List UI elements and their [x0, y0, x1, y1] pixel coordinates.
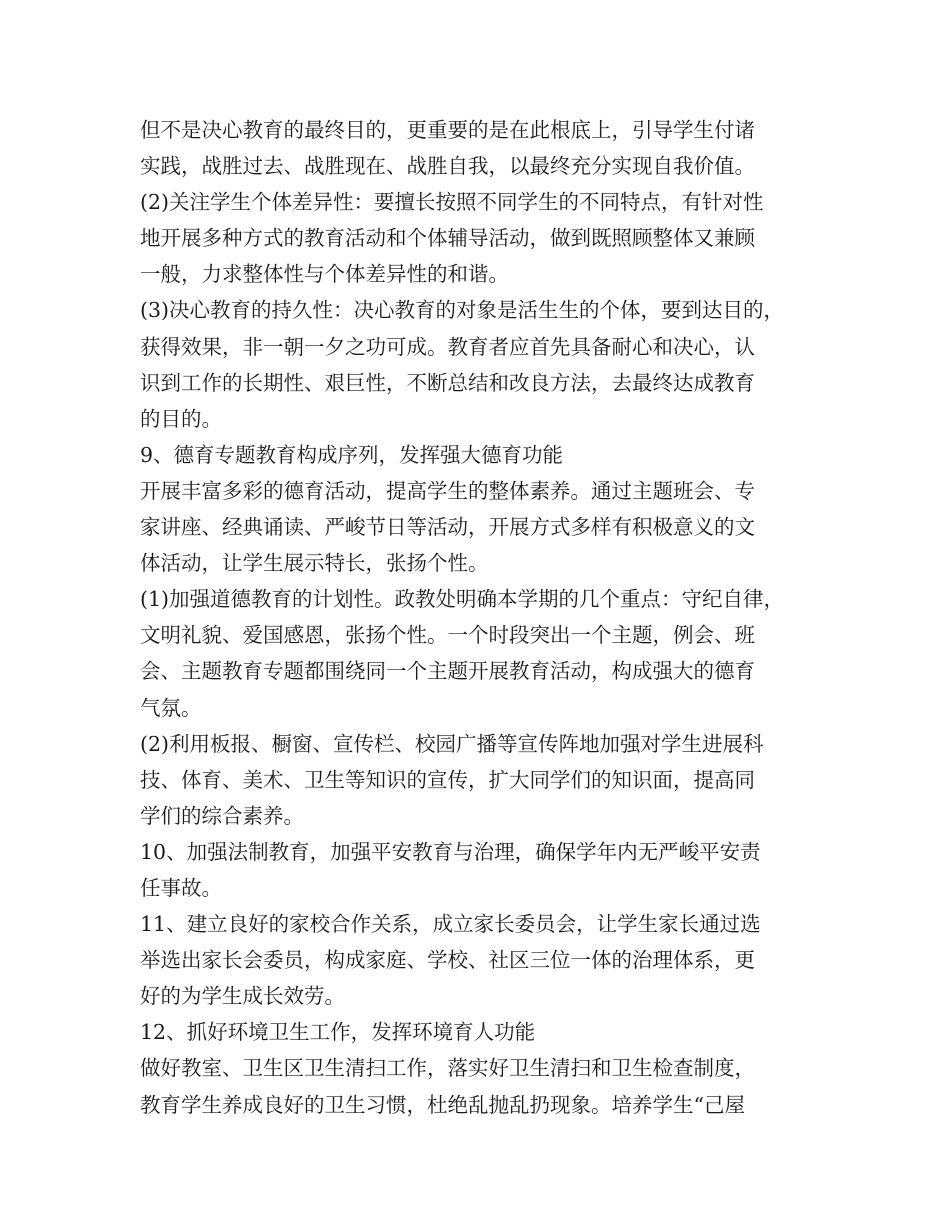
text-line: (2)利用板报、橱窗、宣传栏、校园广播等宣传阵地加强对学生进展科: [140, 731, 764, 756]
text-line: 但不是决心教育的最终目的，更重要的是在此根底上，引导学生付诸: [140, 118, 755, 142]
text-line: 做好教室、卫生区卫生清扫工作，落实好卫生清扫和卫生检查制度，: [140, 1056, 755, 1081]
text-line: 地开展多种方式的教育活动和个体辅导活动，做到既照顾整体又兼顾: [140, 226, 755, 251]
text-line: 学们的综合素养。: [140, 803, 304, 828]
text-line: 体活动，让学生展示特长，张扬个性。: [140, 551, 489, 576]
text-line: 获得效果，非一朝一夕之功可成。教育者应首先具备耐心和决心，认: [140, 334, 755, 359]
text-line: 文明礼貌、爱国感恩，张扬个性。一个时段突出一个主题，例会、班: [140, 623, 755, 648]
text-line: (1)加强道德教育的计划性。政教处明确本学期的几个重点：守纪自律，: [140, 587, 785, 612]
text-line: 技、体育、美术、卫生等知识的宣传，扩大同学们的知识面，提高同: [140, 767, 755, 792]
section-heading-10: 10、加强法制教育，加强平安教育与治理，确保学年内无严峻平安责: [140, 839, 761, 864]
text-line: 一般，力求整体性与个体差异性的和谐。: [140, 262, 509, 287]
section-heading-9: 9、德育专题教育构成序列，发挥强大德育功能: [140, 442, 564, 467]
section-heading-11: 11、建立良好的家校合作关系，成立家长委员会，让学生家长通过选: [140, 912, 761, 937]
text-line: (3)决心教育的持久性：决心教育的对象是活生生的个体，要到达目的，: [140, 298, 785, 323]
text-line: 举选出家长会委员，构成家庭、学校、社区三位一体的治理体系，更: [140, 948, 755, 973]
text-line: 好的为学生成长效劳。: [140, 984, 345, 1009]
document-page: [140, 112, 830, 1123]
text-line: 识到工作的长期性、艰巨性，不断总结和改良方法，去最终达成教育: [140, 370, 755, 395]
text-line: 实践，战胜过去、战胜现在、战胜自我，以最终充分实现自我价值。: [140, 154, 755, 179]
text-line: 会、主题教育专题都围绕同一个主题开展教育活动，构成强大的德育: [140, 659, 755, 684]
text-line: 教育学生养成良好的卫生习惯，杜绝乱抛乱扔现象。培养学生“己屋: [140, 1092, 745, 1117]
text-line: 气氛。: [140, 695, 202, 720]
text-line: 家讲座、经典诵读、严峻节日等活动，开展方式多样有积极意义的文: [140, 515, 755, 540]
text-line: 开展丰富多彩的德育活动，提高学生的整体素养。通过主题班会、专: [140, 478, 755, 503]
text-line: 任事故。: [140, 875, 222, 900]
text-line: (2)关注学生个体差异性：要擅长按照不同学生的不同特点，有针对性: [140, 190, 764, 215]
text-line: 的目的。: [140, 406, 222, 431]
section-heading-12: 12、抓好环境卫生工作，发挥环境育人功能: [140, 1020, 536, 1045]
